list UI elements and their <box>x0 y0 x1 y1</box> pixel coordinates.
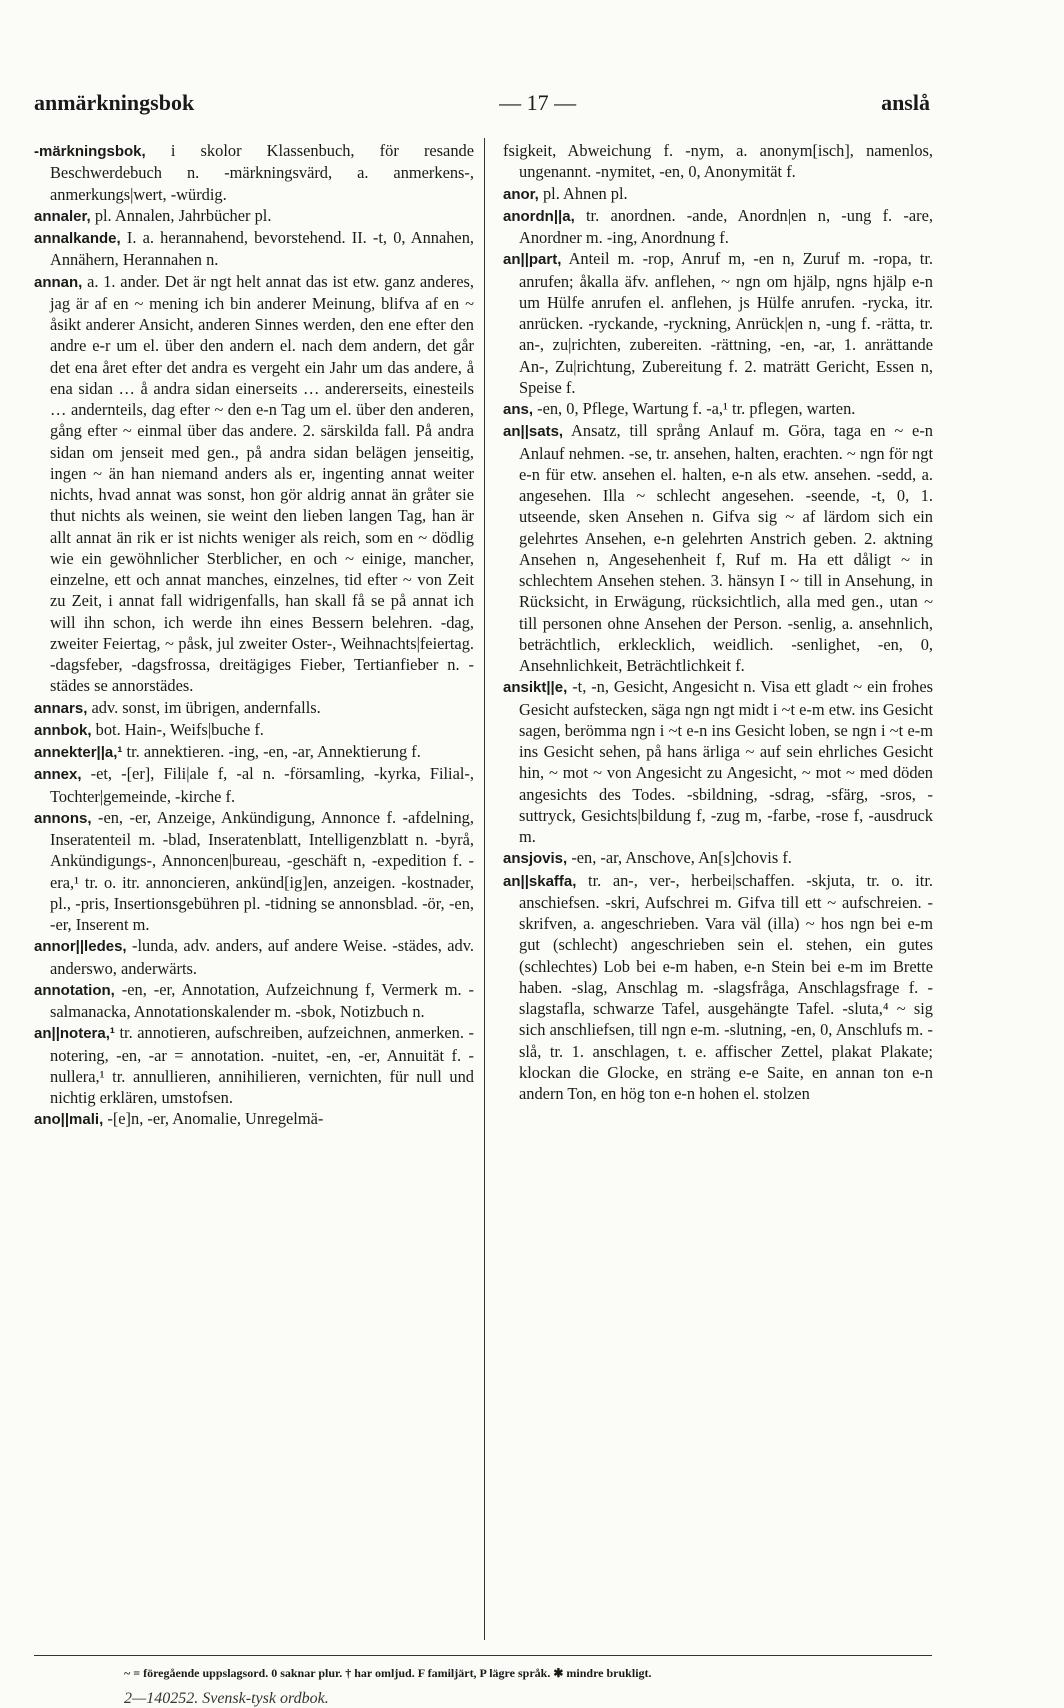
dictionary-entry <box>34 741 474 763</box>
entry-headword: annalkande, <box>34 230 121 247</box>
header-left-word: anmärkningsbok <box>34 90 195 115</box>
entry-headword: anordn||a, <box>503 207 575 225</box>
dictionary-entry <box>503 676 933 847</box>
entry-headword: annotation, <box>34 981 115 999</box>
dictionary-entry <box>34 205 474 227</box>
entry-headword: ans, <box>503 401 534 418</box>
entry-headword: annor||ledes, <box>34 938 127 956</box>
dictionary-entry <box>34 1022 474 1108</box>
entry-text: -en, -er, Annotation, Aufzeichnung f, Vermerk m. -salmanacka, Annotationskalender m. -sbok, Notizbuch n. <box>50 979 474 1021</box>
dictionary-entry <box>34 935 474 979</box>
entry-text: -et, -[er], Fili|ale f, -al n. -församling, -kyrka, Filial-, Tochter|gemeinde, -kirche f. <box>50 764 474 806</box>
entry-headword: annekter||a,¹ <box>34 744 123 761</box>
entry-text: bot. Hain-, Weifs|buche f. <box>95 719 264 739</box>
entry-headword: annars, <box>34 699 88 717</box>
entry-headword: an||notera,¹ <box>34 1025 115 1043</box>
dictionary-entry <box>34 719 474 741</box>
page-number: — 17 — <box>499 90 577 115</box>
entry-text: I. a. herannahend, bevorstehend. II. -t, 0, Annahen, Annähern, Herannahen n. <box>50 228 475 270</box>
entry-text: -t, -n, Gesicht, Angesicht n. Visa ett gladt ~ ein frohes Gesicht aufstecken, säga ngn ngt midt i ~t e-m etw. ins Gesicht sagen, berömma ngn i ~t e-n ins Gesicht loben, se ngn i ~t e-m ins Gesicht sehen, på hans ärliga ~ auf sein ehrliches Gesicht hin, ~ mot ~ von Angesicht zu Angesicht, ~ mot ~ med döden angesichts des Todes. -sbildning, -sdrag, -sfärg, -sros, -suttryck, Gesichts|bildung f, -zug m, -farbe, -rose f, -ausdruck m. <box>519 677 933 846</box>
entry-text: -en, -er, Anzeige, Ankündigung, Annonce f. -afdelning, Inseratenteil m. -blad, Inseratenblatt, Intelligenzblatt n. -byrå, Ankündigungs-, Annoncen|bureau, -geschäft n, -expedition f. -era,¹ tr. o. itr. annoncieren, ankünd[ig]en, anzeigen. -kostnader, pl., -pris, Insertionsgebühren pl. -tidning se annonsblad. -ör, -en, -er, Inserent m. <box>50 807 474 934</box>
dictionary-entry <box>503 248 933 398</box>
dictionary-entry <box>34 227 474 271</box>
dictionary-entry <box>34 697 474 719</box>
entry-text: i skolor Klassenbuch, för resande Beschwerdebuch n. -märkningsvärd, a. anmerkens-, anmerkungs|wert, -würdig. <box>50 141 474 204</box>
dictionary-entry <box>503 398 933 420</box>
header-right-word: anslå <box>881 90 930 115</box>
entry-headword: annbok, <box>34 721 92 739</box>
entry-headword: an||skaffa, <box>503 872 577 890</box>
left-column <box>34 140 474 1131</box>
entry-text: pl. Ahnen pl. <box>542 183 628 203</box>
entry-headword: -märkningsbok, <box>34 143 146 160</box>
dictionary-entry <box>503 140 933 183</box>
entry-headword: annons, <box>34 809 92 827</box>
entry-text: Ansatz, till språng Anlauf m. Göra, taga en ~ e-n Anlauf nehmen. -se, tr. ansehen, halten, erachten. ~ ngn för ngt e-n für etw. ansehen el. halten, e-n als etw. ansehen. -sedd, a. angesehen. Illa ~ schlecht angesehen. -seende, -t, 0, 1. utseende, sken Ansehen n. Gifva sig ~ af lärdom sich ein gelehrtes Ansehen, e-n gelehrten Anstrich geben. 2. aktning Ansehen n, Angesehenheit f, Ruf m. Ha ett dåligt ~ in schlechtem Ansehen stehen. 3. hänsyn I ~ till in Ansehung, in Rücksicht, in Erwägung, rücksichtlich, alla med gen., utan ~ till personen ohne Ansehen der Person. -senlig, a. ansehnlich, beträchtlich, erklecklich, weidlich. -senlighet, -en, 0, Ansehnlichkeit, Beträchtlichkeit f. <box>519 421 933 675</box>
dictionary-entry <box>503 205 933 249</box>
abbreviation-legend: ~ = föregående uppslagsord. 0 saknar plur. † har omljud. F familjärt, P lägre språk. ✱ mindre brukligt. <box>124 1666 652 1680</box>
dictionary-entry <box>34 1108 474 1130</box>
entry-headword: ano||mali, <box>34 1111 104 1129</box>
footer-rule <box>34 1655 932 1656</box>
column-divider <box>484 138 485 1640</box>
dictionary-entry <box>503 847 933 869</box>
dictionary-entry <box>34 140 474 205</box>
dictionary-entry <box>34 807 474 936</box>
entry-text: -en, -ar, Anschove, An[s]chovis f. <box>571 848 792 868</box>
entry-text: tr. annektieren. -ing, -en, -ar, Annektierung f. <box>126 742 421 761</box>
entry-text: tr. annotieren, aufschreiben, aufzeichnen, anmerken. -notering, -en, -ar = annotation. -nuitet, -en, -er, Annuität f. -nullera,¹ tr. annullieren, annihilieren, vernichten, für null und nichtig erklären, umstofsen. <box>50 1023 474 1107</box>
entry-text: -lunda, adv. anders, auf andere Weise. -städes, adv. anderswo, anderwärts. <box>50 936 474 978</box>
dictionary-entry <box>503 420 933 676</box>
dictionary-entry <box>34 979 474 1023</box>
entry-text: Anteil m. -rop, Anruf m, -en n, Zuruf m. -ropa, tr. anrufen; åkalla äfv. anflehen, ~ ngn om hjälp, ngns hjälp e-n um Hülfe anrufen el. anflehen, js Hülfe anrufen. -rycka, itr. anrücken. -ryckande, -ryckning, Anrück|en n, -ung f. -rätta, tr. an-, zu|richten, zubereiten. -rättning, -en, -ar, 1. anrättande An-, Zu|richtung, Zubereitung f. 2. maträtt Gericht, Essen n, Speise f. <box>519 249 933 397</box>
dictionary-entry <box>34 271 474 697</box>
entry-headword: an||sats, <box>503 423 564 441</box>
dictionary-entry <box>503 183 933 205</box>
entry-headword: an||part, <box>503 251 562 269</box>
entry-text: fsigkeit, Abweichung f. -nym, a. anonym[isch], namenlos, ungenannt. -nymitet, -en, 0, Anonymität f. <box>503 141 933 182</box>
entry-text: -[e]n, -er, Anomalie, Unregelmä- <box>107 1109 324 1129</box>
imprint: 2—140252. Svensk-tysk ordbok. <box>124 1690 329 1707</box>
entry-text: pl. Annalen, Jahrbücher pl. <box>94 205 272 225</box>
dictionary-entry <box>503 870 933 1105</box>
entry-headword: anor, <box>503 185 539 203</box>
dictionary-entry <box>34 763 474 807</box>
page-header <box>34 90 930 124</box>
entry-text: adv. sonst, im übrigen, andernfalls. <box>91 697 321 717</box>
entry-text: tr. an-, ver-, herbei|schaffen. -skjuta, tr. o. itr. anschiefsen. -skri, Aufschrei m. Gifva till ett ~ aufschreien. -skrifven, a. angeschrieben. Vara väl (illa) ~ hos ngn bei e-m gut (schlecht) angeschrieben sein el. stehen, ein gutes (schlechtes) Lob bei e-m haben, e-n Stein bei e-m im Brette haben. -slag, Anschlag m. -slagsfråga, Anschlagsfrage f. -slagstafla, schwarze Tafel, ausgehängte Tafel. -sluta,⁴ ~ sig sich anschliefsen, till ngn e-m. -slutning, -en, 0, Anschlufs m. -slå, tr. 1. anschlagen, t. e. affischer Zettel, plakat Plakate; klockan die Glocke, en sträng e-e Saite, en annan ton e-n andern Ton, en hög ton e-n hohen el. stolzen <box>519 870 933 1103</box>
entry-headword: ansjovis, <box>503 850 568 868</box>
entry-text: -en, 0, Pflege, Wartung f. -a,¹ tr. pflegen, warten. <box>537 399 856 418</box>
entry-headword: annan, <box>34 273 83 291</box>
entry-text: tr. anordnen. -ande, Anordn|en n, -ung f. -are, Anordner m. -ing, Anordnung f. <box>519 205 933 247</box>
entry-headword: ansikt||e, <box>503 679 568 697</box>
entry-text: a. 1. ander. Det är ngt helt annat das ist etw. ganz anderes, jag är af en ~ mening ich bin anderer Meinung, blifva af en ~ åsikt anderer Ansicht, anderen Sinnes werden, den ene efter den andre e-r um el. über den andern el. nach dem andern, det går det ena året efter det andra es vergeht ein Jahr um das andere, å ena sidan … å andra sidan einerseits … andererseits, einesteils … andernteils, dag efter ~ den e-n Tag um el. über den anderen, gång efter ~ einmal über das andere. 2. särskilda fall. På andra sidan om jenseit med gen., på andra sidan belägen jenseitig, ingen ~ än han niemand anders als er, ingenting annat weiter nichts, hvad annat was sonst, hon gör aldrig annat än gråter sie thut nichts als weinen, sie weint den lieben langen Tag, han är allt annat än rik er ist nichts weniger als reich, som en ~ dödlig wie ein gewöhnlicher Sterblicher, en och ~ einige, mancher, einzelne, ett och annat manches, einzelnes, tid efter ~ von Zeit zu Zeit, i annat fall widrigenfalls, han skall få se på annat ich will ihn schon, ich werde ihn eines Bessern belehren. -dag, zweiter Feiertag, ~ påsk, jul zweiter Oster-, Weihnachts|feiertag. -dagsfeber, -dagsfrossa, dreitägiges Fieber, Tertianfieber n. -städes se annorstädes. <box>50 271 474 696</box>
entry-headword: annaler, <box>34 207 91 225</box>
right-column <box>503 140 933 1104</box>
entry-headword: annex, <box>34 766 82 784</box>
